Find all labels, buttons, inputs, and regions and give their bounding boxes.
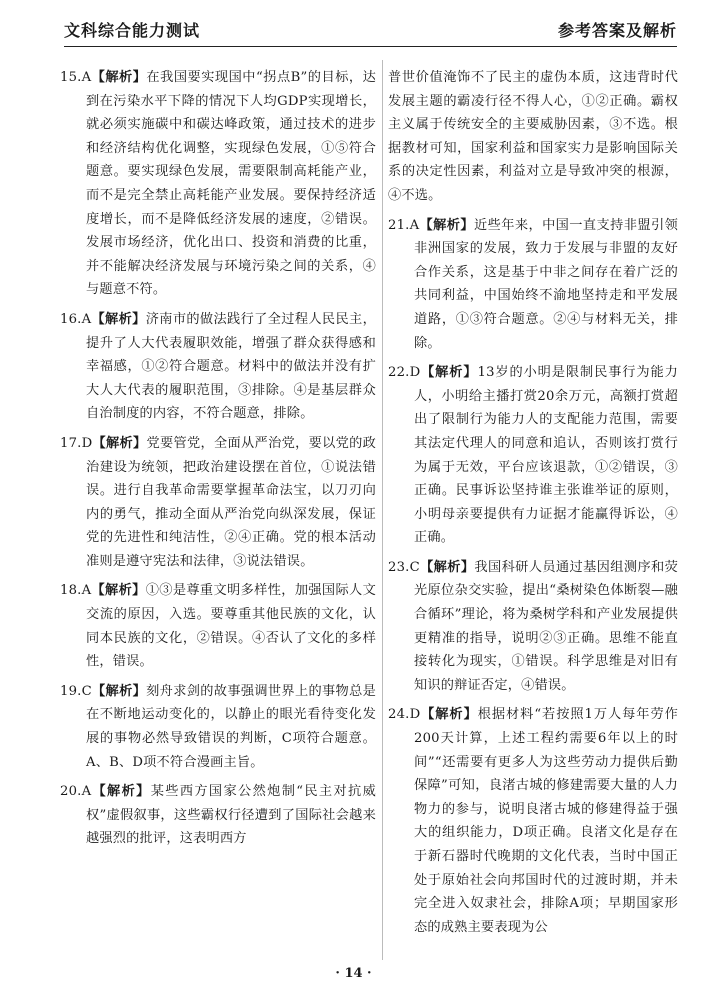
answer-item-18: 18.A【解析】①③是尊重文明多样性，加强国际人文交流的原因，入选。要尊重其他民族的文化，认同本民族的文化，②错误。④否认了文化的多样性，错误。	[60, 583, 376, 670]
left-column	[60, 66, 376, 857]
header-subject-title: 文科综合能力测试	[64, 21, 201, 40]
answer-text: ①③是尊重文明多样性，加强国际人文交流的原因，入选。要尊重其他民族的文化，认同本民族的文化，②错误。④否认了文化的多样性，错误。	[86, 583, 376, 670]
right-column	[388, 66, 678, 945]
answer-item-17: 17.D【解析】党要管党，全面从严治党，要以党的政治建设为统领，把政治建设摆在首位，①说法错误。进行自我革命需要掌握革命法宝，以刀刃向内的勇气，推动全面从严治党向纵深发展，保证党的先进性和纯洁性，②④正确。党的根本活动准则是遵守宪法和法律，③说法错误。	[60, 435, 376, 569]
answer-text: 济南市的做法践行了全过程人民民主，提升了人大代表履职效能，增强了群众获得感和幸福感，①②符合题意。材料中的做法并没有扩大人大代表的履职范围，③排除。④是基层群众自治制度的内容，不符合题意，排除。	[86, 311, 376, 422]
answer-item-20-continued	[388, 66, 678, 208]
answer-text: 普世价值淹饰不了民主的虚伪本质，这违背时代发展主题的霸凌行径不得人心，①②正确。霸权主义属于传统安全的主要威胁因素，③不选。根据教材可知，国家利益和国家实力是影响国际关系的决定性因素，利益对立是导致冲突的根源，④不选。	[388, 70, 678, 203]
answer-text: 近些年来，中国一直支持非盟引领非洲国家的发展，致力于发展与非盟的友好合作关系，这是基于中非之间存在着广泛的共同利益，中国始终不渝地坚持走和平发展道路，①③符合题意。②④与材料无关，排除。	[414, 217, 678, 351]
page-number: · 14 ·	[335, 966, 372, 981]
answer-text: 根据材料“若按照1万人每年劳作200天计算，上述工程约需要6年以上的时间”“还需要有更多人为这些劳动力提供后勤保障”可知，良渚古城的修建需要大量的人力物力的参与，说明良渚古城的修建得益于强大的组织能力，D项正确。良渚文化是存在于新石器时代晚期的文化代表，当时中国正处于原始社会向邦国时代的过渡时期，并未完全进入奴隶社会，排除A项；早期国家形态的成熟主要表现为公	[414, 707, 678, 935]
column-divider	[382, 60, 383, 960]
answer-item-15: 15.A【解析】在我国要实现国中“拐点B”的目标，达到在污染水平下降的情况下人均GDP实现增长，就必须实施碳中和碳达峰政策，通过技术的进步和经济结构优化调整，实现绿色发展，①⑤符合题意。要实现绿色发展，需要限制高耗能产业，而不是完全禁止高耗能产业发展。要保持经济适度增长，而不是降低经济发展的速度，②错误。发展市场经济，优化出口、投资和消费的比重，并不能解决经济发展与环境污染之间的关系，④与题意不符。	[60, 70, 376, 298]
answer-text: 在我国要实现国中“拐点B”的目标，达到在污染水平下降的情况下人均GDP实现增长，就必须实施碳中和碳达峰政策，通过技术的进步和经济结构优化调整，实现绿色发展，①⑤符合题意。要实现绿色发展，需要限制高耗能产业，而不是完全禁止高耗能产业发展。要保持经济适度增长，而不是降低经济发展的速度，②错误。发展市场经济，优化出口、投资和消费的比重，并不能解决经济发展与环境污染之间的关系，④与题意不符。	[86, 70, 376, 298]
answer-text: 我国科研人员通过基因组测序和荧光原位杂交实验，提出“桑树染色体断裂—融合循环”理论，将为桑树学科和产业发展提供更精准的指导，说明②③正确。思维不能直接转化为现实，①错误。科学思维是对旧有知识的辩证否定，④错误。	[414, 559, 678, 693]
answer-item-16: 16.A【解析】济南市的做法践行了全过程人民民主，提升了人大代表履职效能，增强了群众获得感和幸福感，①②符合题意。材料中的做法并没有扩大人大代表的履职范围，③排除。④是基层群众自治制度的内容，不符合题意，排除。	[60, 311, 376, 422]
answer-item-19: 19.C【解析】刻舟求剑的故事强调世界上的事物总是在不断地运动变化的，以静止的眼光看待变化发展的事物必然导致错误的判断，C项符合题意。A、B、D项不符合漫画主旨。	[60, 683, 376, 770]
answer-item-23: 23.C【解析】我国科研人员通过基因组测序和荧光原位杂交实验，提出“桑树染色体断裂—融合循环”理论，将为桑树学科和产业发展提供更精准的指导，说明②③正确。思维不能直接转化为现实，①错误。科学思维是对旧有知识的辩证否定，④错误。	[388, 559, 678, 693]
answer-item-20: 20.A【解析】某些西方国家公然炮制“民主对抗威权”虚假叙事，这些霸权行径遭到了国际社会越来越强烈的批评，这表明西方	[60, 784, 376, 847]
header-section-title: 参考答案及解析	[557, 21, 677, 40]
page-header	[64, 14, 677, 47]
answer-text: 某些西方国家公然炮制“民主对抗威权”虚假叙事，这些霸权行径遭到了国际社会越来越强烈的批评，这表明西方	[86, 784, 376, 847]
answer-text: 党要管党，全面从严治党，要以党的政治建设为统领，把政治建设摆在首位，①说法错误。进行自我革命需要掌握革命法宝，以刀刃向内的勇气，推动全面从严治党向纵深发展，保证党的先进性和纯洁性，②④正确。党的根本活动准则是遵守宪法和法律，③说法错误。	[86, 435, 376, 569]
answer-text: 13岁的小明是限制民事行为能力人，小明给主播打赏20余万元，高额打赏超出了限制行为能力人的支配能力范围，需要其法定代理人的同意和追认，否则该打赏行为属于无效，平台应该退款，①②错误，③正确。民事诉讼坚持谁主张谁举证的原则，小明母亲要提供有力证据才能赢得诉讼，④正确。	[414, 365, 678, 546]
answer-item-22: 22.D【解析】13岁的小明是限制民事行为能力人，小明给主播打赏20余万元，高额打赏超出了限制行为能力人的支配能力范围，需要其法定代理人的同意和追认，否则该打赏行为属于无效，平台应该退款，①②错误，③正确。民事诉讼坚持谁主张谁举证的原则，小明母亲要提供有力证据才能赢得诉讼，④正确。	[388, 365, 678, 546]
answer-text: 刻舟求剑的故事强调世界上的事物总是在不断地运动变化的，以静止的眼光看待变化发展的事物必然导致错误的判断，C项符合题意。A、B、D项不符合漫画主旨。	[86, 683, 376, 770]
answer-item-24: 24.D【解析】根据材料“若按照1万人每年劳作200天计算，上述工程约需要6年以上的时间”“还需要有更多人为这些劳动力提供后勤保障”可知，良渚古城的修建需要大量的人力物力的参与，说明良渚古城的修建得益于强大的组织能力，D项正确。良渚文化是存在于新石器时代晚期的文化代表，当时中国正处于原始社会向邦国时代的过渡时期，并未完全进入奴隶社会，排除A项；早期国家形态的成熟主要表现为公	[388, 707, 678, 935]
answer-item-21: 21.A【解析】近些年来，中国一直支持非盟引领非洲国家的发展，致力于发展与非盟的友好合作关系，这是基于中非之间存在着广泛的共同利益，中国始终不渝地坚持走和平发展道路，①③符合题意。②④与材料无关，排除。	[388, 217, 678, 351]
